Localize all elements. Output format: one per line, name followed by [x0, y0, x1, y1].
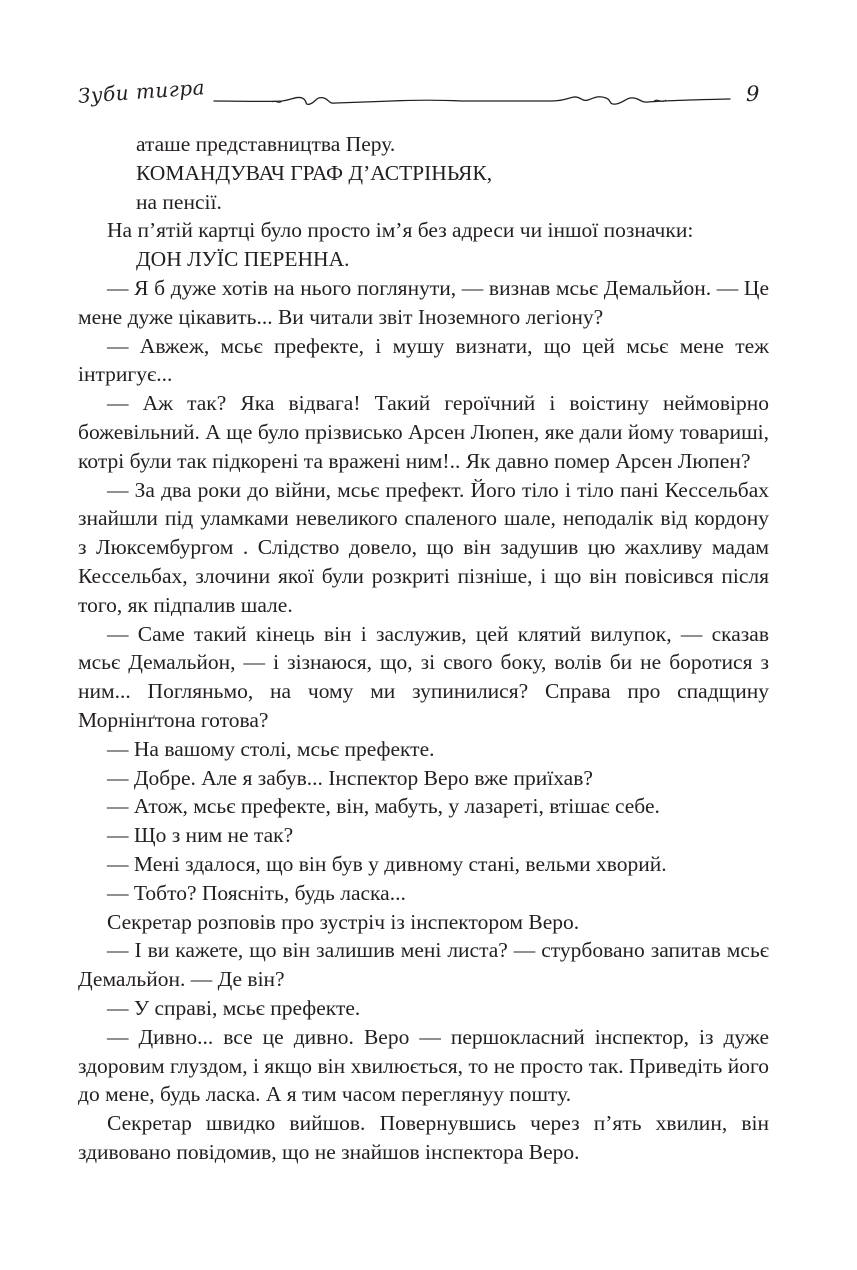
- body-text: [78, 130, 769, 1167]
- paragraph: — Тобто? Поясніть, будь ласка...: [107, 880, 406, 905]
- paragraph: аташе представництва Перу.: [136, 132, 396, 156]
- paragraph: — Мені здалося, що він був у дивному стані, вельми хворий.: [107, 851, 667, 876]
- paragraph: — Авжеж, мсьє префекте, і мушу визнати, що цей мсьє мене теж інтригує...: [78, 333, 769, 387]
- paragraph: Секретар розповів про зустріч із інспектором Веро.: [107, 909, 580, 934]
- page-number: 9: [746, 82, 760, 106]
- paragraph: — Я б дуже хотів на нього поглянути, — визнав мсьє Демальйон. — Це мене дуже цікавить... Ви читали звіт Іноземного легіону?: [78, 275, 769, 329]
- paragraph: КОМАНДУВАЧ ГРАФ Д’АСТРІНЬЯК,: [136, 160, 493, 185]
- paragraph: — Добре. Але я забув... Інспектор Веро вже приїхав?: [107, 765, 593, 790]
- paragraph: — На вашому столі, мсьє префекте.: [107, 736, 435, 761]
- paragraph: — Атож, мсьє префекте, він, мабуть, у лазареті, втішає себе.: [107, 794, 660, 819]
- paragraph: ДОН ЛУЇС ПЕРЕННА.: [136, 247, 350, 272]
- paragraph: — У справі, мсьє префекте.: [107, 995, 361, 1020]
- paragraph: — Аж так? Яка відвага! Такий героїчний і воістину неймовірно божевільний. А ще було прізвисько Арсен Люпен, яке дали йому товариші, котрі були так підкорені та вражені ним!.. Як давно помер Арсен Люпен?: [78, 391, 769, 473]
- paragraph: На п’ятій картці було просто ім’я без адреси чи іншої позначки:: [107, 218, 694, 243]
- page-header: [0, 75, 857, 124]
- paragraph: — Що з ним не так?: [107, 823, 294, 848]
- paragraph: — Саме такий кінець він і заслужив, цей клятий вилупок, — сказав мсьє Демальйон, — і зізнаюся, що, зі свого боку, волів би не боротися з ним... Погляньмо, на чому ми зупинилися? Справа про спадщину Морнінґтона готова?: [78, 621, 769, 732]
- running-title: Зуби тигра: [77, 75, 206, 108]
- flourish-line-ornament-icon: [212, 86, 732, 116]
- paragraph: Секретар швидко вийшов. Повернувшись через п’ять хвилин, він здивовано повідомив, що не знайшов інспектора Веро.: [78, 1111, 769, 1164]
- paragraph: — За два роки до війни, мсьє префект. Його тіло і тіло пані Кессельбах знайшли під уламками невеликого спаленого шале, неподалік від кордону з Люксембургом . Слідство довело, що він задушив цю жахливу мадам Кессельбах, злочини якої були розкриті пізніше, і що він повісився після того, як підпалив шале.: [78, 477, 769, 617]
- paragraph: — Дивно... все це дивно. Веро — першокласний інспектор, із дуже здоровим глуздом, і якщо він хвилюється, то не просто так. Приведіть його до мене, будь ласка. А я тим часом переглянуу пошту.: [78, 1024, 769, 1107]
- paragraph: — І ви кажете, що він залишив мені листа? — стурбовано запитав мсьє Демальйон. — Де він?: [78, 938, 769, 992]
- paragraph: на пенсії.: [136, 189, 222, 214]
